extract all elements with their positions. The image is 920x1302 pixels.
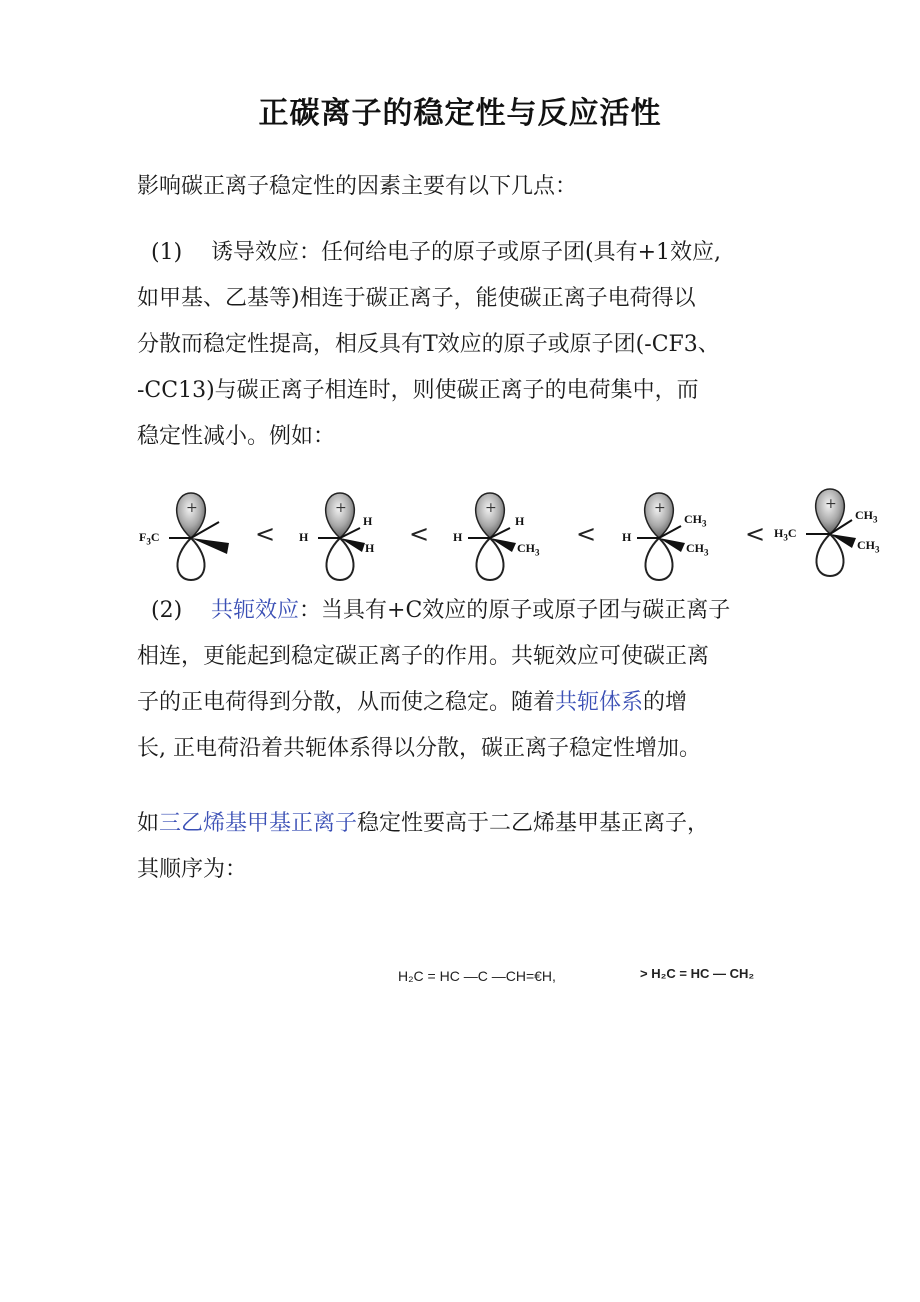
intro-paragraph: 影响碳正离子稳定性的因素主要有以下几点： (137, 174, 578, 199)
section-heading: 诱导效应 (211, 240, 300, 265)
cation-1 (169, 493, 229, 580)
substituent-label: H (622, 530, 632, 544)
trivinylmethyl-cation-link[interactable]: 三乙烯基甲基正离子 (159, 811, 358, 836)
less-than-symbol: < (576, 520, 597, 548)
section-number: (2) (151, 598, 183, 623)
substituent-label: $CH_3$ (855, 508, 878, 525)
substituent-label: H (453, 530, 463, 544)
cation-3 (468, 493, 516, 580)
svg-text:+: + (186, 500, 198, 516)
less-than-symbol: < (409, 520, 430, 548)
less-than-symbol: < (255, 520, 276, 548)
page-title: 正碳离子的稳定性与反应活性 (258, 96, 662, 131)
cation-5 (806, 489, 856, 576)
substituent-label: H (299, 530, 309, 544)
substituent-label: $H_3C$ (774, 526, 797, 543)
substituent-label: $CH_3$ (517, 541, 540, 558)
less-than-symbol: < (745, 520, 766, 548)
substituent-label: H (365, 541, 375, 555)
conjugated-system-link[interactable]: 共轭体系 (555, 690, 644, 715)
substituent-label: $F_3C$ (139, 530, 160, 547)
substituent-label: H (363, 514, 373, 528)
conjugation-effect-link[interactable]: 共轭效应 (211, 598, 300, 623)
substituent-label: $CH_3$ (684, 512, 707, 529)
section-number: (1) (151, 240, 183, 265)
substituent-label: $CH_3$ (686, 541, 709, 558)
example-paragraph: 如三乙烯基甲基正离子稳定性要高于二乙烯基甲基正离子， 其顺序为： (137, 811, 710, 882)
svg-text:+: + (825, 496, 837, 512)
cation-2 (318, 493, 365, 580)
section-conjugation: (2) 共轭效应：当具有+C效应的原子或原子团与碳正离子 相连，更能起到稳定碳正离子的作用。共轭效应可使碳正离 子的正电荷得到分散，从而使之稳定。随着共轭体系的增 长, 正电荷沿着共轭体系得以分散，碳正离子稳定性增加。 (137, 588, 787, 772)
substituent-label: $CH_3$ (857, 538, 880, 555)
carbocation-stability-diagram (135, 488, 895, 583)
svg-text:+: + (654, 500, 666, 516)
section-induction: (1) 诱导效应：任何给电子的原子或原子团(具有+1效应, 如甲基、乙基等)相连于碳正离子，能使碳正离子电荷得以 分散而稳定性提高，相反具有T效应的原子或原子团(-CF3、 -CC13)与碳正离子相连时，则使碳正离子的电荷集中，而 稳定性减小。例如： (137, 230, 787, 460)
substituent-label: H (515, 514, 525, 528)
formula-left: H₂C = HC —C —CH=€H, (398, 968, 556, 984)
cation-4 (637, 493, 685, 580)
svg-text:+: + (335, 500, 347, 516)
svg-text:+: + (485, 500, 497, 516)
formula-right: > H₂C = HC — CH₂ (640, 966, 755, 981)
